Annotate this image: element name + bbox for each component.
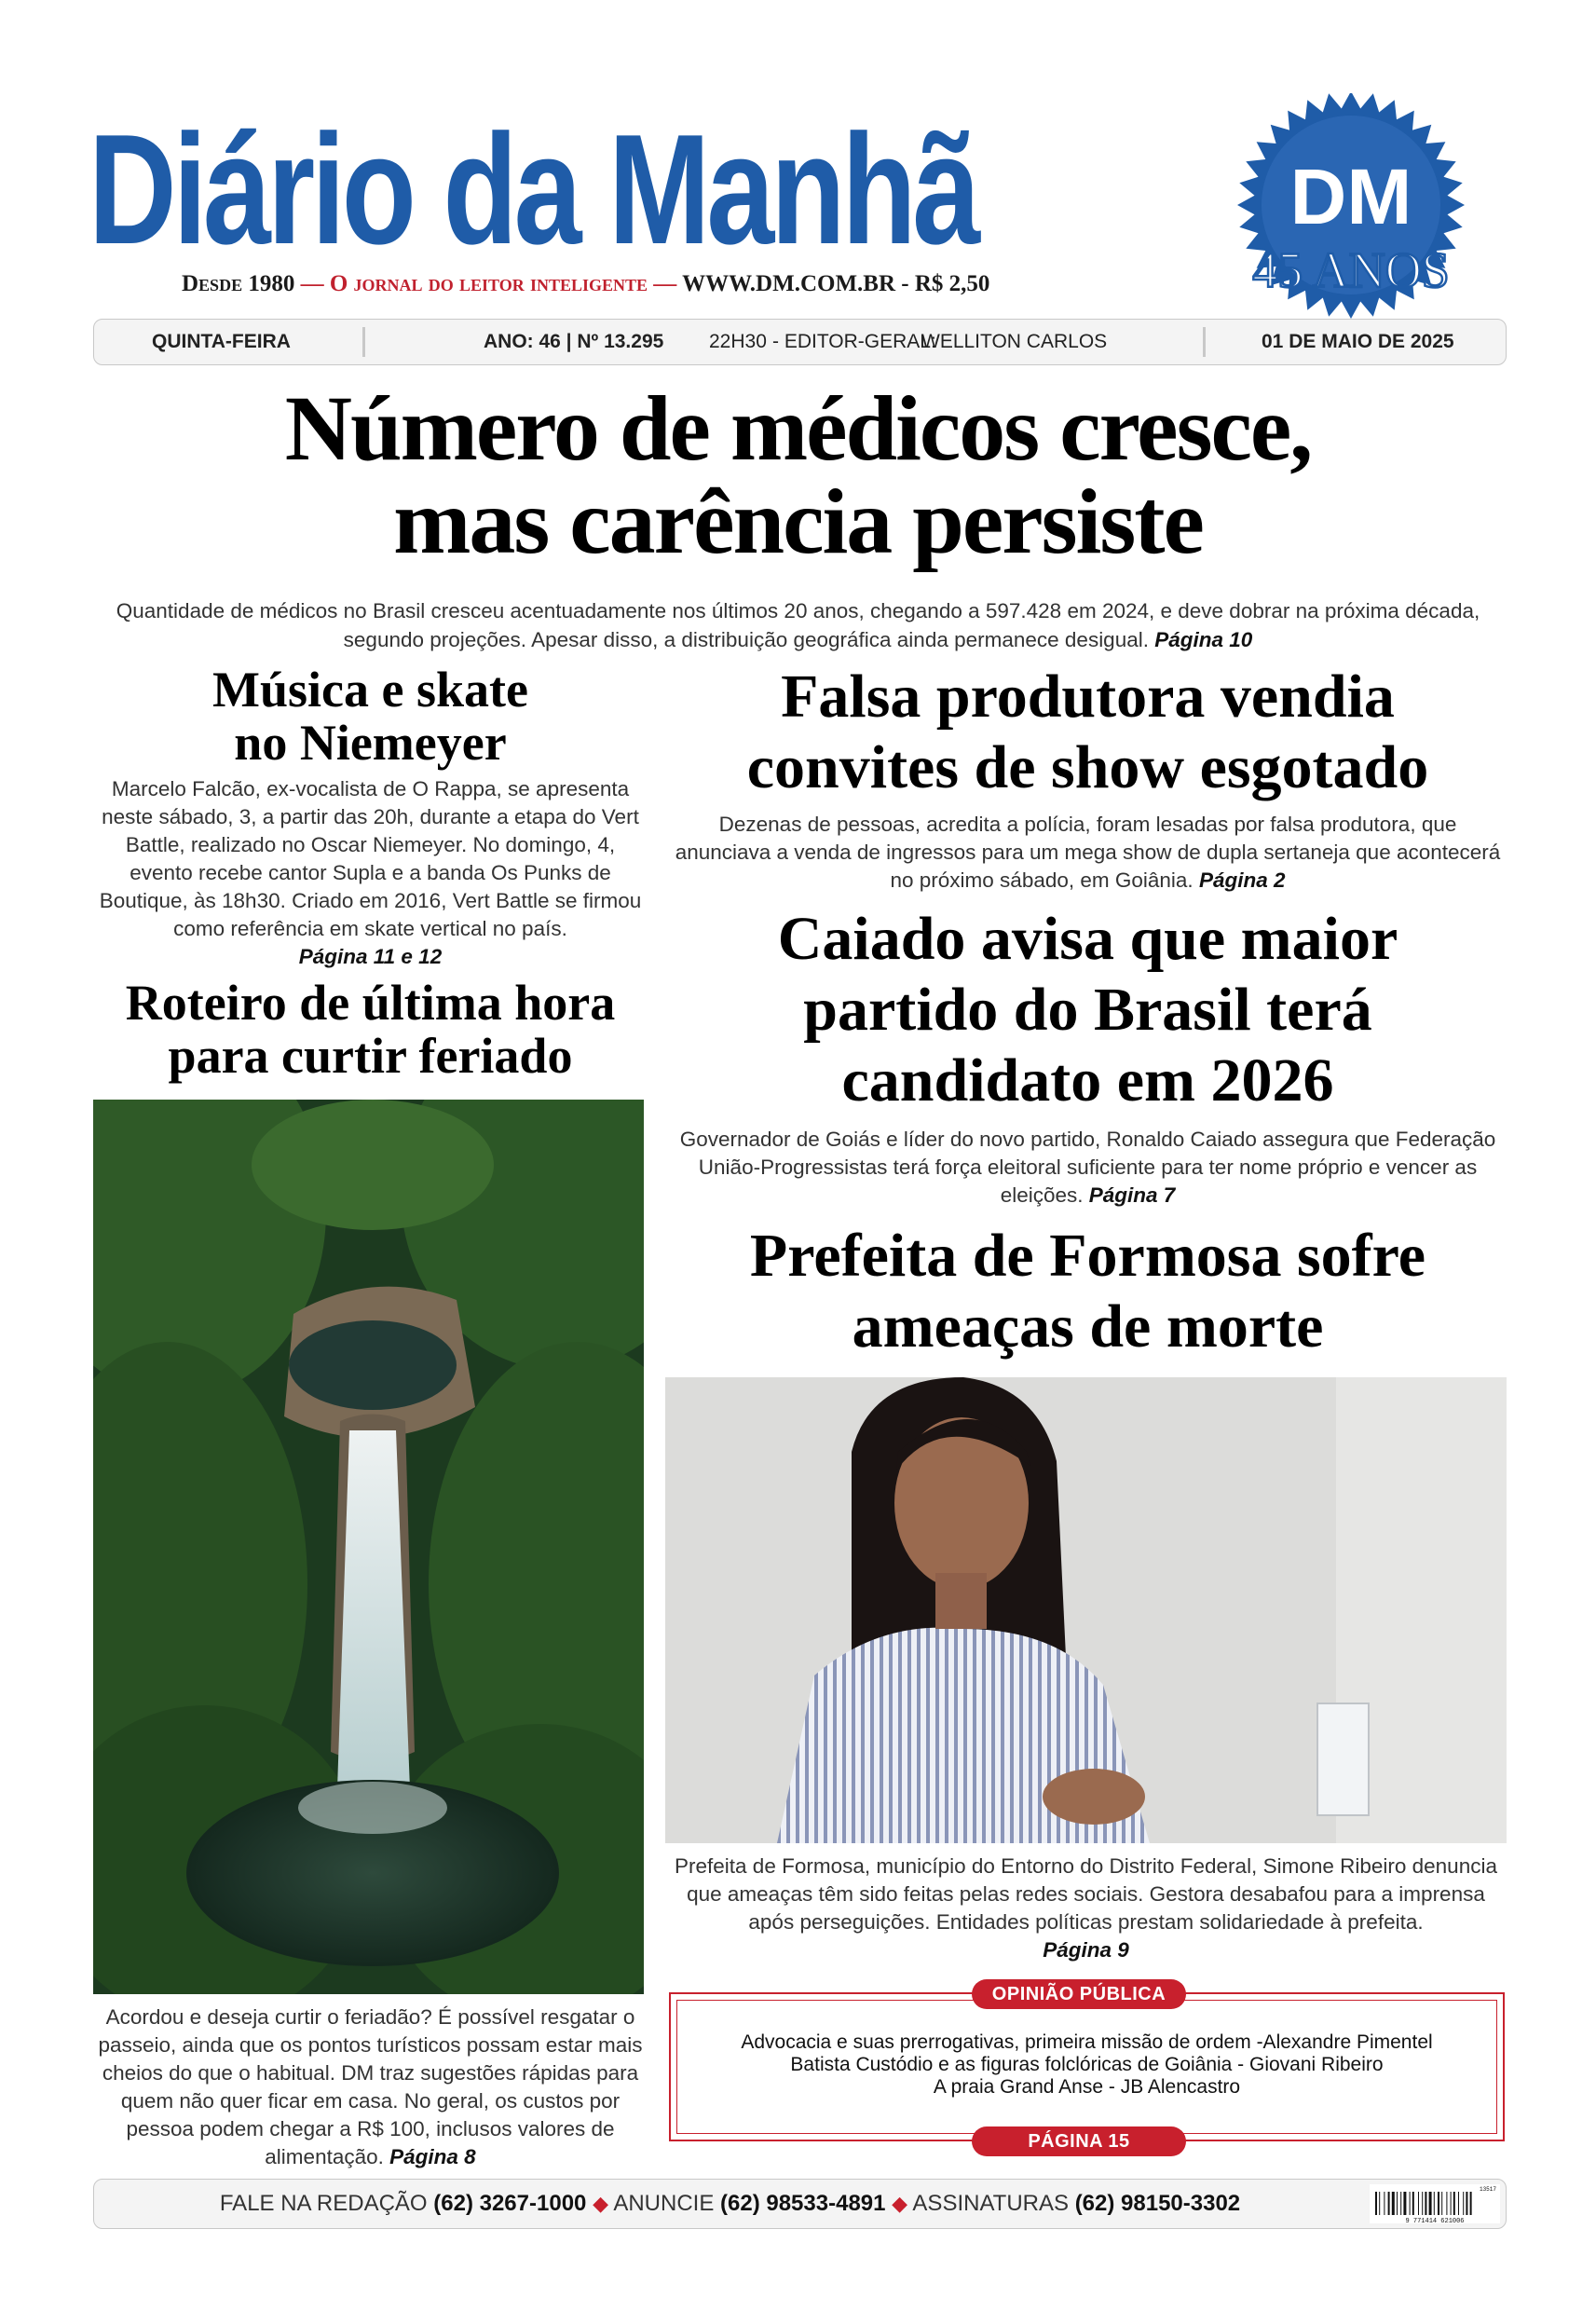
footer-label: ANUNCIE bbox=[613, 2191, 715, 2216]
main-story-deck bbox=[93, 596, 1503, 656]
tagline-separator: - bbox=[895, 271, 915, 296]
headline-line: no Niemeyer bbox=[234, 715, 507, 771]
story-body: Prefeita de Formosa, município do Entorno do Distrito Federal, Simone Ribeiro denuncia que ameaças têm sido feitas pelas redes sociais. Gestora desabafou para a imprensa após perseguições. Entidades políticas prestam solidariedade à prefeita. bbox=[675, 1854, 1497, 1934]
seal-initials: DM bbox=[1289, 153, 1412, 240]
tagline-dash: — bbox=[294, 271, 330, 296]
main-headline-line: Número de médicos cresce, bbox=[284, 376, 1312, 480]
opinion-page-ref[interactable]: PÁGINA 15 bbox=[972, 2126, 1186, 2156]
opinion-item[interactable]: Batista Custódio e as figuras folclóricas de Goiânia - Giovani Ribeiro bbox=[790, 2054, 1384, 2075]
headline-line: convites de show esgotado bbox=[746, 733, 1429, 801]
year-issue: ANO: 46 | Nº 13.295 bbox=[484, 331, 664, 352]
prefeita-photo bbox=[665, 1377, 1507, 1843]
caiado-story-page-ref[interactable]: Página 7 bbox=[1088, 1183, 1176, 1207]
music-story-headline[interactable] bbox=[93, 663, 648, 772]
waterfall-photo bbox=[93, 1100, 644, 1994]
falsa-story-page-ref[interactable]: Página 2 bbox=[1198, 868, 1286, 892]
anuncie-phone[interactable]: (62) 98533-4891 bbox=[720, 2191, 886, 2216]
story-body: Dezenas de pessoas, acredita a polícia, foram lesadas por falsa produtora, que anunciava a venda de ingressos para um mega show de dupla sertaneja que acontecerá no próximo sábado, em Goiânia. bbox=[675, 813, 1501, 892]
barcode-number: 9 771414 621006 bbox=[1405, 2218, 1465, 2223]
masthead-logo: Diário da Manhã bbox=[89, 102, 977, 277]
headline-line: candidato em 2026 bbox=[841, 1046, 1334, 1114]
editor-name: WELLITON CARLOS bbox=[921, 331, 1108, 352]
editor-label: - EDITOR-GERAL: bbox=[772, 331, 936, 352]
issue-date: 01 DE MAIO DE 2025 bbox=[1262, 331, 1454, 352]
issue-info-bar bbox=[93, 319, 1507, 365]
redacao-phone[interactable]: (62) 3267-1000 bbox=[433, 2191, 587, 2216]
opinion-item[interactable]: Advocacia e suas prerrogativas, primeira missão de ordem -Alexandre Pimentel bbox=[741, 2031, 1433, 2053]
headline-line: ameaças de morte bbox=[852, 1292, 1324, 1361]
headline-line: para curtir feriado bbox=[168, 1028, 573, 1084]
prefeita-story-page-ref[interactable]: Página 9 bbox=[1043, 1938, 1129, 1962]
main-headline-line: mas carência persiste bbox=[393, 470, 1203, 573]
roteiro-story-page-ref[interactable]: Página 8 bbox=[389, 2145, 476, 2168]
tagline-since: Desde 1980 bbox=[182, 271, 295, 296]
caiado-story-text bbox=[671, 1126, 1505, 1210]
tagline-price: R$ 2,50 bbox=[914, 271, 990, 296]
prefeita-story-headline[interactable] bbox=[671, 1221, 1505, 1362]
music-story-page-ref[interactable]: Página 11 e 12 bbox=[298, 945, 443, 968]
headline-line: Prefeita de Formosa sofre bbox=[749, 1222, 1426, 1290]
tagline-dash: — bbox=[648, 271, 683, 296]
music-story-text bbox=[93, 775, 648, 971]
story-body: Marcelo Falcão, ex-vocalista de O Rappa, se apresenta neste sábado, 3, a partir das 20h, durante a etapa do Vert Battle, realizado no Oscar Niemeyer. No domingo, 4, evento recebe cantor Supla e a banda Os Punks de Boutique, às 18h30. Criado em 2016, Vert Battle se firmou como referência em skate vertical no país. bbox=[99, 777, 642, 940]
opinion-item[interactable]: A praia Grand Anse - JB Alencastro bbox=[933, 2076, 1241, 2098]
tagline-site[interactable]: WWW.DM.COM.BR bbox=[682, 271, 896, 296]
headline-line: Caiado avisa que maior bbox=[777, 905, 1398, 973]
headline-line: Falsa produtora vendia bbox=[781, 663, 1395, 731]
diamond-icon: ◆ bbox=[593, 2192, 608, 2215]
footer-label: ASSINATURAS bbox=[912, 2191, 1070, 2216]
diamond-icon: ◆ bbox=[892, 2192, 908, 2215]
weekday: QUINTA-FEIRA bbox=[152, 331, 291, 352]
headline-line: Roteiro de última hora bbox=[125, 975, 616, 1031]
falsa-story-headline[interactable] bbox=[671, 662, 1505, 803]
contact-footer bbox=[93, 2179, 1507, 2229]
barcode-icon bbox=[1370, 2184, 1500, 2223]
opinion-list bbox=[685, 2031, 1489, 2121]
roteiro-story-headline[interactable] bbox=[93, 977, 648, 1085]
barcode-issue: 13517 bbox=[1479, 2186, 1496, 2193]
main-deck-text: Quantidade de médicos no Brasil cresceu acentuadamente nos últimos 20 anos, chegando a 597.428 em 2024, e deve dobrar na próxima década, segundo projeções. Apesar disso, a distribuição geográfica ainda permanece desigual. bbox=[116, 599, 1480, 651]
tagline-motto: O jornal do leitor inteligente bbox=[329, 271, 648, 296]
footer-contacts bbox=[94, 2180, 1366, 2227]
main-headline[interactable] bbox=[56, 376, 1540, 587]
falsa-story-text bbox=[671, 811, 1505, 900]
story-body: Governador de Goiás e líder do novo partido, Ronaldo Caiado assegura que Federação União-Progressistas terá força eleitoral suficiente para ter nome próprio e vencer as eleições. bbox=[679, 1128, 1496, 1207]
headline-line: partido do Brasil terá bbox=[803, 976, 1372, 1044]
caiado-story-headline[interactable] bbox=[671, 904, 1505, 1116]
headline-line: Música e skate bbox=[212, 662, 528, 718]
footer-label: FALE NA REDAÇÃO bbox=[219, 2191, 428, 2216]
main-story-page-ref[interactable]: Página 10 bbox=[1154, 628, 1253, 651]
prefeita-photo-caption bbox=[665, 1853, 1507, 1964]
assinaturas-phone[interactable]: (62) 98150-3302 bbox=[1074, 2191, 1241, 2216]
anniversary-seal-icon bbox=[1230, 93, 1472, 335]
story-body: Acordou e deseja curtir o feriadão? É possível resgatar o passeio, ainda que os pontos turísticos possam estar mais cheios do que o habitual. DM traz sugestões rápidas para quem não quer ficar em casa. No geral, os custos por pessoa podem chegar a R$ 100, inclusos valores de alimentação. bbox=[98, 2005, 643, 2168]
masthead-tagline bbox=[182, 268, 1160, 300]
seal-anniversary: 45 ANOS bbox=[1252, 242, 1450, 298]
edition-time: 22H30 bbox=[709, 331, 767, 352]
opinion-section-label: OPINIÃO PÚBLICA bbox=[972, 1979, 1186, 2009]
roteiro-story-text bbox=[93, 2003, 648, 2171]
